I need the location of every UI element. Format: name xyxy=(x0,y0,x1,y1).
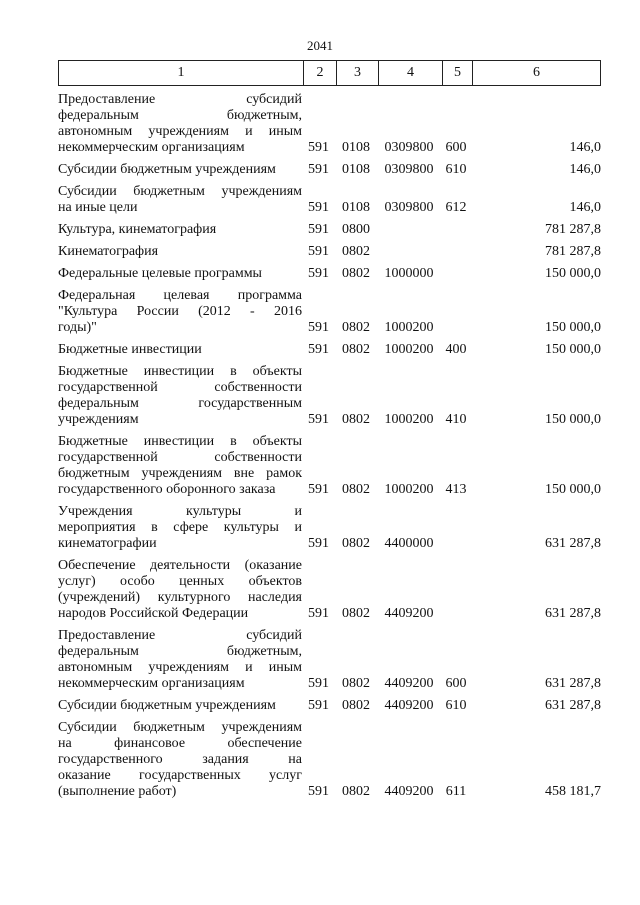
table-body xyxy=(58,92,601,806)
description-line: некоммерческим организациям xyxy=(58,676,245,691)
header-col-2: 2 xyxy=(303,61,336,85)
table-row xyxy=(58,162,601,178)
target-item-code: 4400000 xyxy=(384,536,434,551)
amount: 150 000,0 xyxy=(545,342,601,357)
amount: 631 287,8 xyxy=(545,698,601,713)
row-description xyxy=(58,184,302,216)
description-line: федеральным государственным xyxy=(58,396,302,411)
description-line: (выполнение работ) xyxy=(58,784,177,799)
description-line: Субсидии бюджетным учреждениям xyxy=(58,720,302,735)
ministry-code: 591 xyxy=(308,342,329,357)
section-code: 0108 xyxy=(342,200,370,215)
ministry-code: 591 xyxy=(308,222,329,237)
target-item-code: 0309800 xyxy=(384,162,434,177)
expense-type-code: 611 xyxy=(445,784,467,799)
description-line: услуг) особо ценных объектов xyxy=(58,574,302,589)
row-description xyxy=(58,628,302,692)
table-row xyxy=(58,698,601,714)
ministry-code: 591 xyxy=(308,482,329,497)
header-col-5: 5 xyxy=(442,61,472,85)
row-description xyxy=(58,364,302,428)
row-description xyxy=(58,92,302,156)
ministry-code: 591 xyxy=(308,536,329,551)
amount: 146,0 xyxy=(569,200,601,215)
description-line: Бюджетные инвестиции xyxy=(58,342,202,357)
description-line: бюджетным учреждениям вне рамок xyxy=(58,466,302,481)
table-row xyxy=(58,504,601,552)
table-row xyxy=(58,364,601,428)
header-col-4: 4 xyxy=(378,61,442,85)
table-header xyxy=(58,60,601,86)
section-code: 0108 xyxy=(342,162,370,177)
amount: 631 287,8 xyxy=(545,606,601,621)
expense-type-code: 600 xyxy=(445,676,467,691)
target-item-code: 4409200 xyxy=(384,784,434,799)
target-item-code: 0309800 xyxy=(384,200,434,215)
description-line: народов Российской Федерации xyxy=(58,606,249,621)
description-line: годы)" xyxy=(58,320,97,335)
description-line: автономным учреждениям и иным xyxy=(58,124,302,139)
table-row xyxy=(58,434,601,498)
amount: 150 000,0 xyxy=(545,266,601,281)
amount: 631 287,8 xyxy=(545,676,601,691)
amount: 458 181,7 xyxy=(545,784,601,799)
description-line: Бюджетные инвестиции в объекты xyxy=(58,364,302,379)
section-code: 0802 xyxy=(342,536,370,551)
description-line: оказание государственных услуг xyxy=(58,768,302,783)
description-line: Бюджетные инвестиции в объекты xyxy=(58,434,302,449)
ministry-code: 591 xyxy=(308,266,329,281)
target-item-code: 1000000 xyxy=(384,266,434,281)
description-line: Учреждения культуры и xyxy=(58,504,302,519)
description-line: государственной собственности xyxy=(58,380,302,395)
row-description xyxy=(58,162,302,178)
row-description xyxy=(58,434,302,498)
description-line: на иные цели xyxy=(58,200,138,215)
expense-type-code: 410 xyxy=(445,412,467,427)
section-code: 0802 xyxy=(342,412,370,427)
target-item-code: 0309800 xyxy=(384,140,434,155)
header-col-6: 6 xyxy=(472,61,600,85)
description-line: Федеральная целевая программа xyxy=(58,288,302,303)
amount: 146,0 xyxy=(569,140,601,155)
section-code: 0802 xyxy=(342,698,370,713)
section-code: 0802 xyxy=(342,482,370,497)
row-description xyxy=(58,342,302,358)
table-row xyxy=(58,628,601,692)
amount: 150 000,0 xyxy=(545,482,601,497)
target-item-code: 1000200 xyxy=(384,342,434,357)
description-line: учреждениям xyxy=(58,412,139,427)
description-line: Обеспечение деятельности (оказание xyxy=(58,558,302,573)
row-description xyxy=(58,266,302,282)
page-number: 2041 xyxy=(307,38,333,53)
section-code: 0802 xyxy=(342,244,370,259)
description-line: мероприятия в сфере культуры и xyxy=(58,520,302,535)
amount: 781 287,8 xyxy=(545,222,601,237)
expense-type-code: 600 xyxy=(445,140,467,155)
target-item-code: 1000200 xyxy=(384,412,434,427)
row-description xyxy=(58,222,302,238)
target-item-code: 4409200 xyxy=(384,676,434,691)
section-code: 0108 xyxy=(342,140,370,155)
header-col-3: 3 xyxy=(336,61,378,85)
expense-type-code: 610 xyxy=(445,162,467,177)
description-line: (учреждений) культурного наследия xyxy=(58,590,302,605)
amount: 150 000,0 xyxy=(545,412,601,427)
expense-type-code: 400 xyxy=(445,342,467,357)
row-description xyxy=(58,244,302,260)
table-row xyxy=(58,244,601,260)
description-line: федеральным бюджетным, xyxy=(58,644,302,659)
description-line: кинематографии xyxy=(58,536,157,551)
description-line: Кинематография xyxy=(58,244,159,259)
description-line: "Культура России (2012 - 2016 xyxy=(58,304,302,319)
amount: 146,0 xyxy=(569,162,601,177)
description-line: государственной собственности xyxy=(58,450,302,465)
ministry-code: 591 xyxy=(308,244,329,259)
ministry-code: 591 xyxy=(308,698,329,713)
description-line: Предоставление субсидий xyxy=(58,628,302,643)
table-row xyxy=(58,288,601,336)
target-item-code: 1000200 xyxy=(384,482,434,497)
section-code: 0802 xyxy=(342,784,370,799)
ministry-code: 591 xyxy=(308,320,329,335)
row-description xyxy=(58,698,302,714)
description-line: на финансовое обеспечение xyxy=(58,736,302,751)
row-description xyxy=(58,504,302,552)
table-row xyxy=(58,92,601,156)
description-line: Субсидии бюджетным учреждениям xyxy=(58,184,302,199)
header-col-1: 1 xyxy=(177,65,185,80)
expense-type-code: 610 xyxy=(445,698,467,713)
ministry-code: 591 xyxy=(308,200,329,215)
section-code: 0802 xyxy=(342,320,370,335)
ministry-code: 591 xyxy=(308,676,329,691)
table-row xyxy=(58,342,601,358)
description-line: автономным учреждениям и иным xyxy=(58,660,302,675)
table-row xyxy=(58,184,601,216)
target-item-code: 4409200 xyxy=(384,698,434,713)
description-line: Федеральные целевые программы xyxy=(58,266,262,281)
ministry-code: 591 xyxy=(308,162,329,177)
amount: 781 287,8 xyxy=(545,244,601,259)
ministry-code: 591 xyxy=(308,784,329,799)
ministry-code: 591 xyxy=(308,412,329,427)
row-description xyxy=(58,288,302,336)
section-code: 0802 xyxy=(342,676,370,691)
description-line: федеральным бюджетным, xyxy=(58,108,302,123)
ministry-code: 591 xyxy=(308,606,329,621)
description-line: Культура, кинематография xyxy=(58,222,217,237)
expense-type-code: 413 xyxy=(445,482,467,497)
amount: 631 287,8 xyxy=(545,536,601,551)
description-line: Субсидии бюджетным учреждениям xyxy=(58,162,276,177)
section-code: 0802 xyxy=(342,342,370,357)
expense-type-code: 612 xyxy=(445,200,467,215)
section-code: 0800 xyxy=(342,222,370,237)
description-line: государственного задания на xyxy=(58,752,302,767)
table-row xyxy=(58,720,601,800)
table-row xyxy=(58,558,601,622)
table-row xyxy=(58,222,601,238)
ministry-code: 591 xyxy=(308,140,329,155)
description-line: некоммерческим организациям xyxy=(58,140,245,155)
description-line: Предоставление субсидий xyxy=(58,92,302,107)
amount: 150 000,0 xyxy=(545,320,601,335)
table-row xyxy=(58,266,601,282)
description-line: государственного оборонного заказа xyxy=(58,482,276,497)
row-description xyxy=(58,720,302,800)
section-code: 0802 xyxy=(342,606,370,621)
row-description xyxy=(58,558,302,622)
target-item-code: 4409200 xyxy=(384,606,434,621)
section-code: 0802 xyxy=(342,266,370,281)
target-item-code: 1000200 xyxy=(384,320,434,335)
description-line: Субсидии бюджетным учреждениям xyxy=(58,698,276,713)
